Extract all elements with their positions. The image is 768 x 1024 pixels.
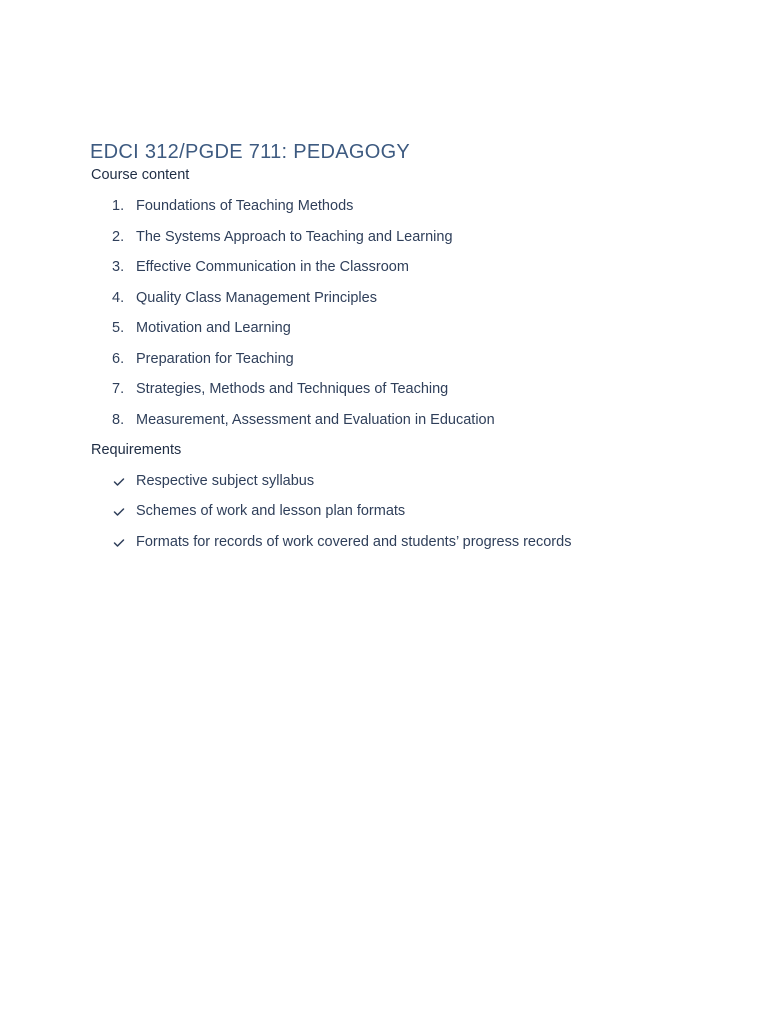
list-item-text: Formats for records of work covered and students’ progress records xyxy=(136,534,572,550)
list-item-text: Foundations of Teaching Methods xyxy=(136,198,354,214)
checkmark-icon xyxy=(113,538,125,548)
requirements-heading: Requirements xyxy=(91,442,182,458)
list-number: 8. xyxy=(112,412,125,428)
course-content-heading: Course content xyxy=(91,167,190,183)
document-title: EDCI 312/PGDE 711: PEDAGOGY xyxy=(90,141,411,163)
list-number: 2. xyxy=(112,229,125,245)
list-number: 7. xyxy=(112,381,125,397)
list-number: 6. xyxy=(112,351,125,367)
list-number: 1. xyxy=(112,198,125,214)
list-item-text: Schemes of work and lesson plan formats xyxy=(136,503,406,519)
list-item-text: Preparation for Teaching xyxy=(136,351,294,367)
checkmark-icon xyxy=(113,477,125,487)
list-number: 4. xyxy=(112,290,125,306)
list-item-text: Strategies, Methods and Techniques of Teaching xyxy=(136,381,449,397)
list-item-text: The Systems Approach to Teaching and Learning xyxy=(136,229,453,245)
checkmark-icon xyxy=(113,507,125,517)
list-item-text: Effective Communication in the Classroom xyxy=(136,259,409,275)
list-item-text: Quality Class Management Principles xyxy=(136,290,377,306)
list-number: 3. xyxy=(112,259,125,275)
list-number: 5. xyxy=(112,320,125,336)
list-item-text: Measurement, Assessment and Evaluation in Education xyxy=(136,412,495,428)
list-item-text: Respective subject syllabus xyxy=(136,473,315,489)
list-item-text: Motivation and Learning xyxy=(136,320,291,336)
